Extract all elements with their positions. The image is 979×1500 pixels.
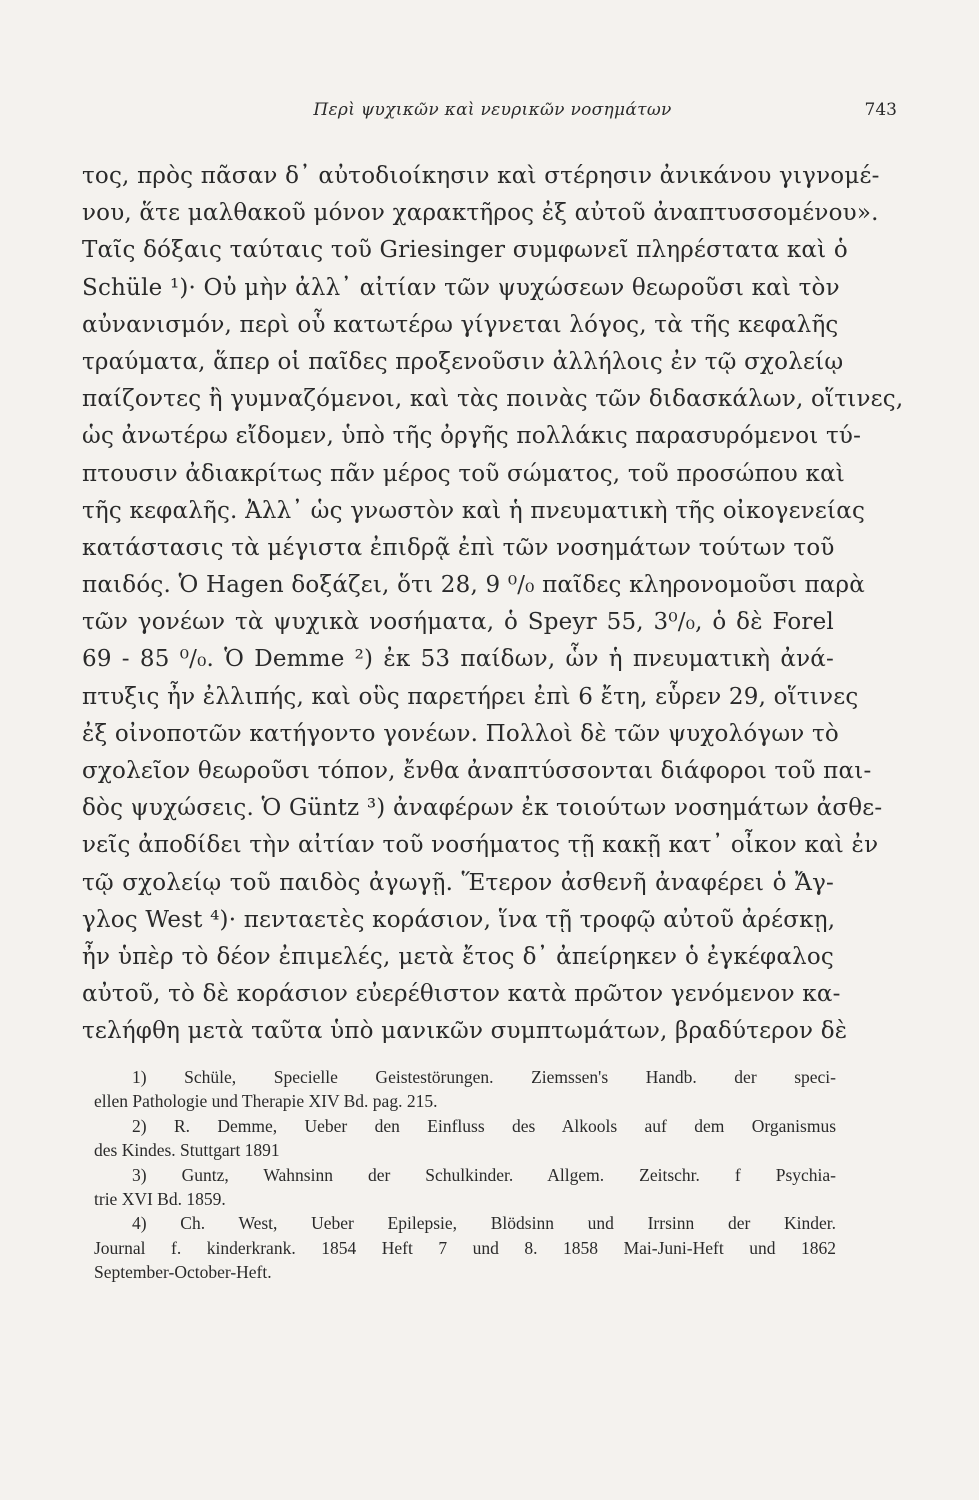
body-line: τῆς κεφαλῆς. Ἀλλ᾽ ὡς γνωστὸν καὶ ἡ πνευματικὴ τῆς οἰκογενείας [82,497,866,524]
footnote-4: 4) Ch. West, Ueber Epilepsie, Blödsinn und Irrsinn der Kinder. [132,1213,836,1234]
footnote-4-cont: September-October-Heft. [94,1262,272,1283]
body-line: γλος West ⁴)· πενταετὲς κοράσιον, ἵνα τῇ τροφῷ αὐτοῦ ἀρέσκῃ, [82,906,836,933]
body-line: τος, πρὸς πᾶσαν δ᾽ αὐτοδιοίκησιν καὶ στέρησιν ἀνικάνου γιγνομέ- [82,163,880,189]
footnote-1: 1) Schüle, Specielle Geistestörungen. Ziemssen's Handb. der speci- [132,1067,836,1087]
footnotes [94,1065,836,1285]
body-line: νεῖς ἀποδίδει τὴν αἰτίαν τοῦ νοσήματος τῇ κακῇ κατ᾽ οἶκον καὶ ἐν [82,832,879,859]
body-line: αὐτοῦ, τὸ δὲ κοράσιον εὐερέθιστον κατὰ πρῶτον γενόμενον κα- [82,981,841,1008]
body-line: δὸς ψυχώσεις. Ὁ Güntz ³) ἀναφέρων ἐκ τοιούτων νοσημάτων ἀσθε- [82,795,883,822]
body-line: νου, ἅτε μαλθακοῦ μόνον χαρακτῆρος ἐξ αὐτοῦ ἀναπτυσσομένου». [82,200,879,227]
footnote-1-cont: ellen Pathologie und Therapie XIV Bd. pag. 215. [94,1091,438,1112]
body-line: τραύματα, ἅπερ οἱ παῖδες προξενοῦσιν ἀλλήλοις ἐν τῷ σχολείῳ [82,348,844,375]
body-line: σχολεῖον θεωροῦσι τόπον, ἔνθα ἀναπτύσσονται διάφοροι τοῦ παι- [82,758,872,784]
body-line: τῷ σχολείῳ τοῦ παιδὸς ἀγωγῇ. Ἕτερον ἀσθενῆ ἀναφέρει ὁ Ἄγ- [82,869,834,896]
footnote-2: 2) R. Demme, Ueber den Einfluss des Alkools auf dem Organismus [132,1115,836,1136]
body-line: ἦν ὑπὲρ τὸ δέον ἐπιμελές, μετὰ ἔτος δ᾽ ἀπείρηκεν ὁ ἐγκέφαλος [82,943,834,970]
body-line: ὡς ἀνωτέρω εἴδομεν, ὑπὸ τῆς ὀργῆς πολλάκις παρασυρόμενοι τύ- [82,423,862,450]
footnote-4-cont: Journal f. kinderkrank. 1854 Heft 7 und 8. 1858 Mai-Juni-Heft und 1862 [94,1237,836,1258]
body-line: τῶν γονέων τὰ ψυχικὰ νοσήματα, ὁ Speyr 55, 3⁰/₀, ὁ δὲ Forel [82,609,834,636]
footnote-3-cont: trie XVI Bd. 1859. [94,1188,226,1209]
body-line: 69 - 85 ⁰/₀. Ὁ Demme ²) ἐκ 53 παίδων, ὧν ἡ πνευματικὴ ἀνά- [82,646,834,673]
body-text [82,158,904,1051]
body-line: αὐνανισμόν, περὶ οὗ κατωτέρω γίγνεται λόγος, τὰ τῆς κεφαλῆς [82,311,839,338]
body-line: παίζοντες ἢ γυμναζόμενοι, καὶ τὰς ποινὰς τῶν διδασκάλων, οἵτινες, [82,386,904,413]
body-line: τελήφθη μετὰ ταῦτα ὑπὸ μανικῶν συμπτωμάτων, βραδύτερον δὲ [82,1018,848,1045]
body-line: κατάστασις τὰ μέγιστα ἐπιδρᾷ ἐπὶ τῶν νοσημάτων τούτων τοῦ [82,534,835,561]
body-line: πτυξις ἦν ἐλλιπής, καὶ οὓς παρετήρει ἐπὶ 6 ἔτη, εὗρεν 29, οἵτινες [82,683,859,710]
footnote-2-cont: des Kindes. Stuttgart 1891 [94,1140,280,1161]
page-header [88,100,897,130]
running-title: Περὶ ψυχικῶν καὶ νευρικῶν νοσημάτων [313,100,672,120]
body-line: Ταῖς δόξαις ταύταις τοῦ Griesinger συμφωνεῖ πληρέστατα καὶ ὁ [82,237,848,264]
body-line: παιδός. Ὁ Hagen δοξάζει, ὅτι 28, 9 ⁰/₀ παῖδες κληρονομοῦσι παρὰ [82,572,865,599]
body-line: Schüle ¹)· Οὐ μὴν ἀλλ᾽ αἰτίαν τῶν ψυχώσεων θεωροῦσι καὶ τὸν [82,274,840,301]
page-number: 743 [864,100,897,120]
body-line: πτουσιν ἀδιακρίτως πᾶν μέρος τοῦ σώματος, τοῦ προσώπου καὶ [82,460,846,487]
body-line: ἐξ οἰνοποτῶν κατήγοντο γονέων. Πολλοὶ δὲ τῶν ψυχολόγων τὸ [82,720,839,747]
footnote-3: 3) Guntz, Wahnsinn der Schulkinder. Allgem. Zeitschr. f Psychia- [132,1164,836,1185]
